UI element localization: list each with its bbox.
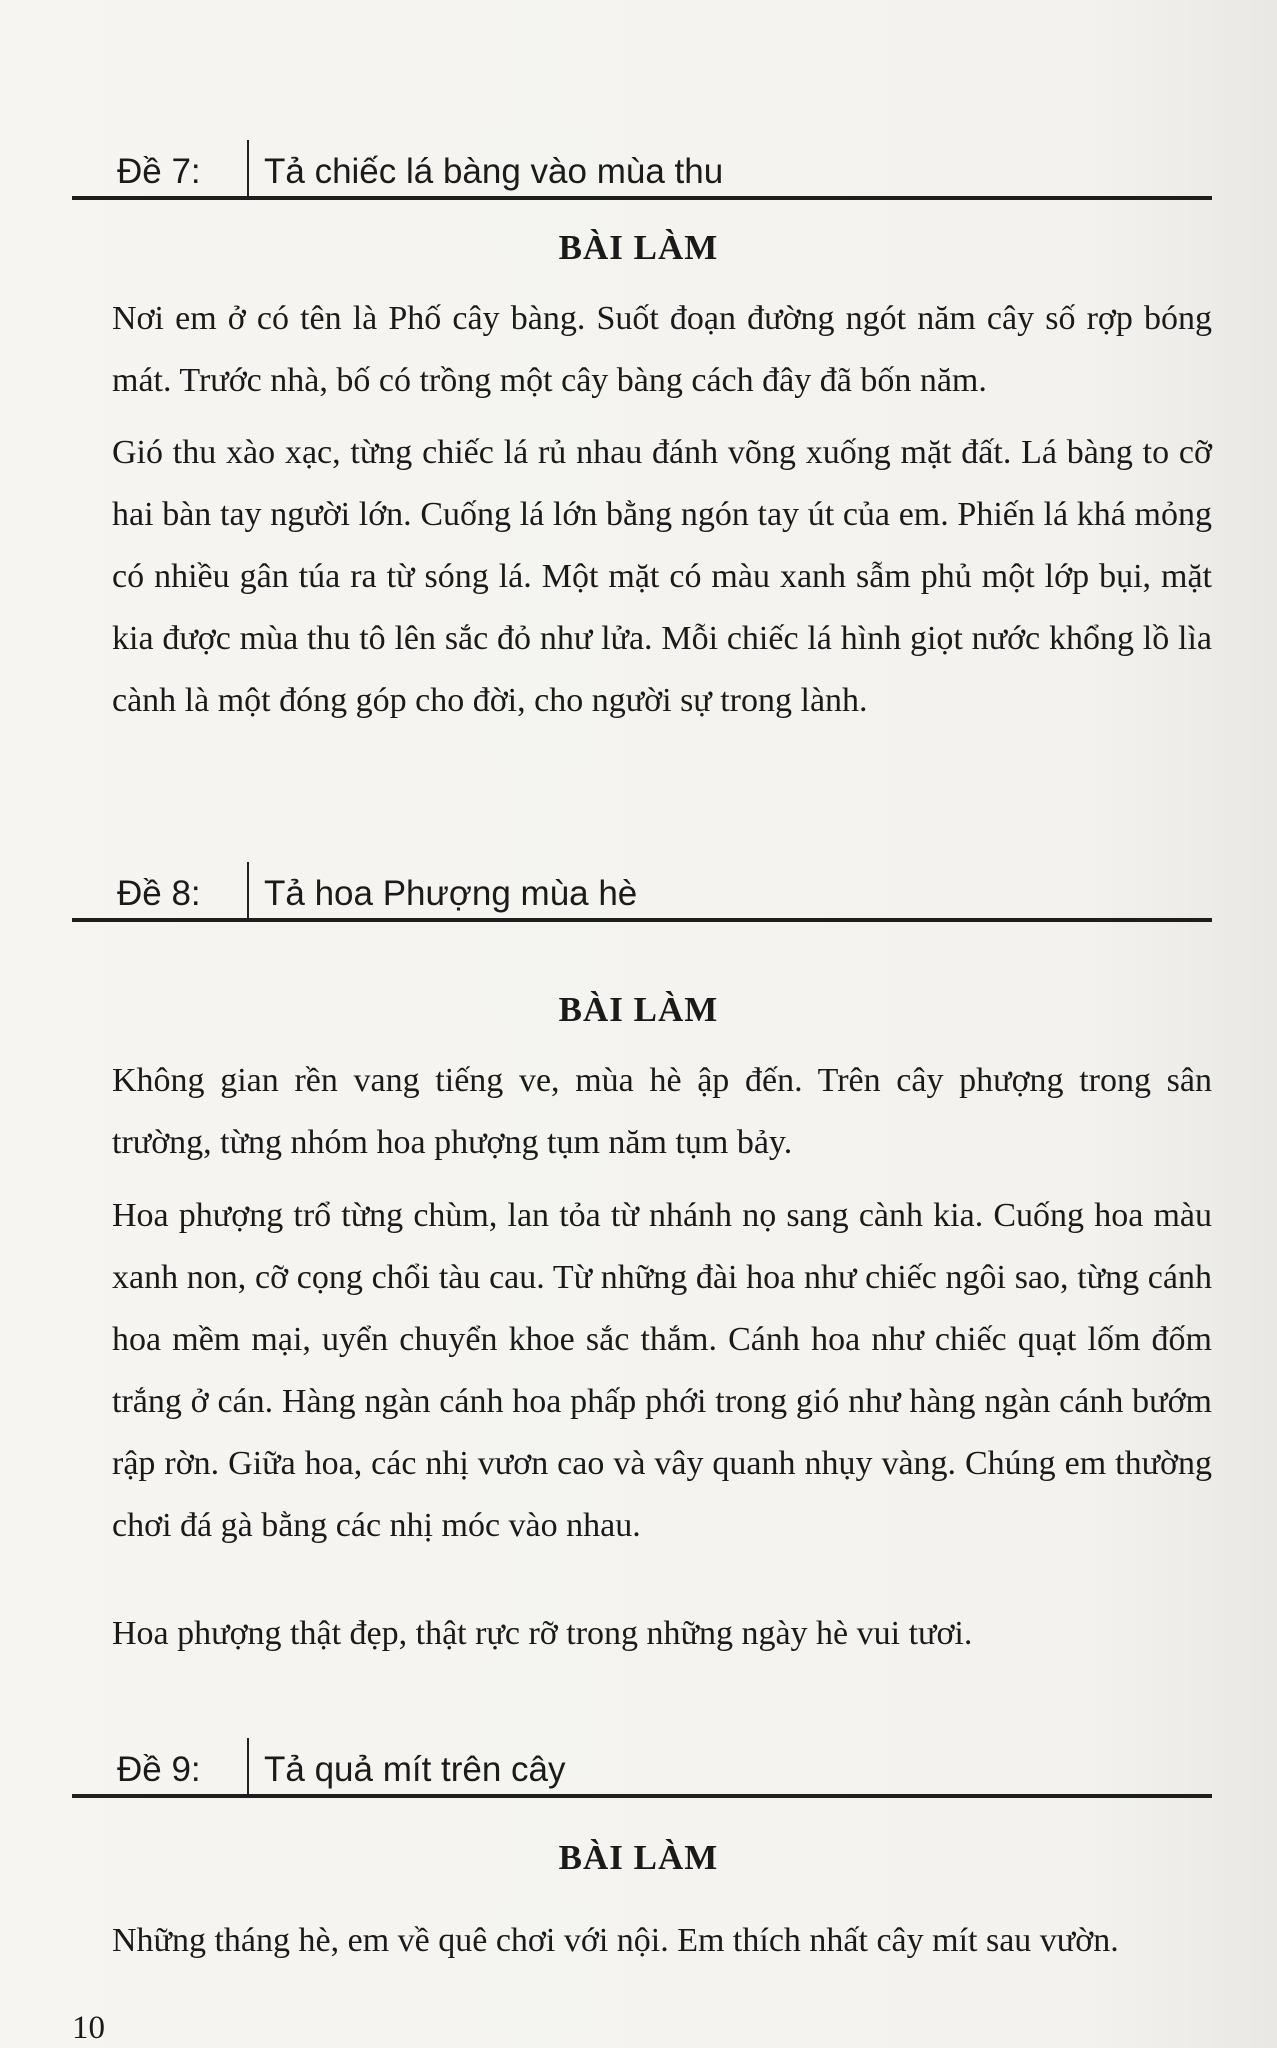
header-divider <box>247 862 249 922</box>
section-8-label: Đề 8: <box>117 874 201 913</box>
section-9-title: Tả quả mít trên cây <box>264 1750 566 1789</box>
section-8-paragraph-3: Hoa phượng thật đẹp, thật rực rỡ trong những ngày hè vui tươi. <box>112 1615 973 1652</box>
section-7-title: Tả chiếc lá bàng vào mùa thu <box>264 152 724 191</box>
section-9-header <box>72 1738 1212 1798</box>
section-9-paragraph-1: Những tháng hè, em về quê chơi với nội. Em thích nhất cây mít sau vườn. <box>112 1922 1119 1959</box>
page-number: 10 <box>72 2010 105 2046</box>
section-9-label: Đề 9: <box>117 1750 201 1789</box>
section-8-title: Tả hoa Phượng mùa hè <box>264 874 638 913</box>
section-8-heading: BÀI LÀM <box>558 990 719 1029</box>
header-rule <box>72 1794 1212 1798</box>
header-divider <box>247 1738 249 1798</box>
section-7-paragraph-1: Nơi em ở có tên là Phố cây bàng. Suốt đoạn đường ngót năm cây số rợp bóng mát. Trước nhà, bố có trồng một cây bàng cách đây đã bốn năm. <box>112 300 1212 399</box>
section-7-label: Đề 7: <box>117 152 201 191</box>
section-7-header <box>72 140 1212 200</box>
section-8-paragraph-2: Hoa phượng trổ từng chùm, lan tỏa từ nhánh nọ sang cành kia. Cuống hoa màu xanh non, cỡ cọng chổi tàu cau. Từ những đài hoa như chiếc ngôi sao, từng cánh hoa mềm mại, uyển chuyển khoe sắc thắm. Cánh hoa như chiếc quạt lốm đốm trắng ở cán. Hàng ngàn cánh hoa phấp phới trong gió như hàng ngàn cánh bướm rập rờn. Giữa hoa, các nhị vươn cao và vây quanh nhụy vàng. Chúng em thường chơi đá gà bằng các nhị móc vào nhau. <box>112 1197 1212 1544</box>
section-7-paragraph-2: Gió thu xào xạc, từng chiếc lá rủ nhau đánh võng xuống mặt đất. Lá bàng to cỡ hai bàn tay người lớn. Cuống lá lớn bằng ngón tay út của em. Phiến lá khá mỏng có nhiều gân túa ra từ sóng lá. Một mặt có màu xanh sẫm phủ một lớp bụi, mặt kia được mùa thu tô lên sắc đỏ như lửa. Mỗi chiếc lá hình giọt nước khổng lồ lìa cành là một đóng góp cho đời, cho người sự trong lành. <box>112 434 1212 719</box>
header-divider <box>247 140 249 200</box>
header-rule <box>72 918 1212 922</box>
header-rule <box>72 196 1212 200</box>
section-7-heading: BÀI LÀM <box>558 228 719 267</box>
section-9-heading: BÀI LÀM <box>558 1838 719 1877</box>
section-8-paragraph-1: Không gian rền vang tiếng ve, mùa hè ập đến. Trên cây phượng trong sân trường, từng nhóm hoa phượng tụm năm tụm bảy. <box>112 1062 1212 1161</box>
section-8-header <box>72 862 1212 922</box>
